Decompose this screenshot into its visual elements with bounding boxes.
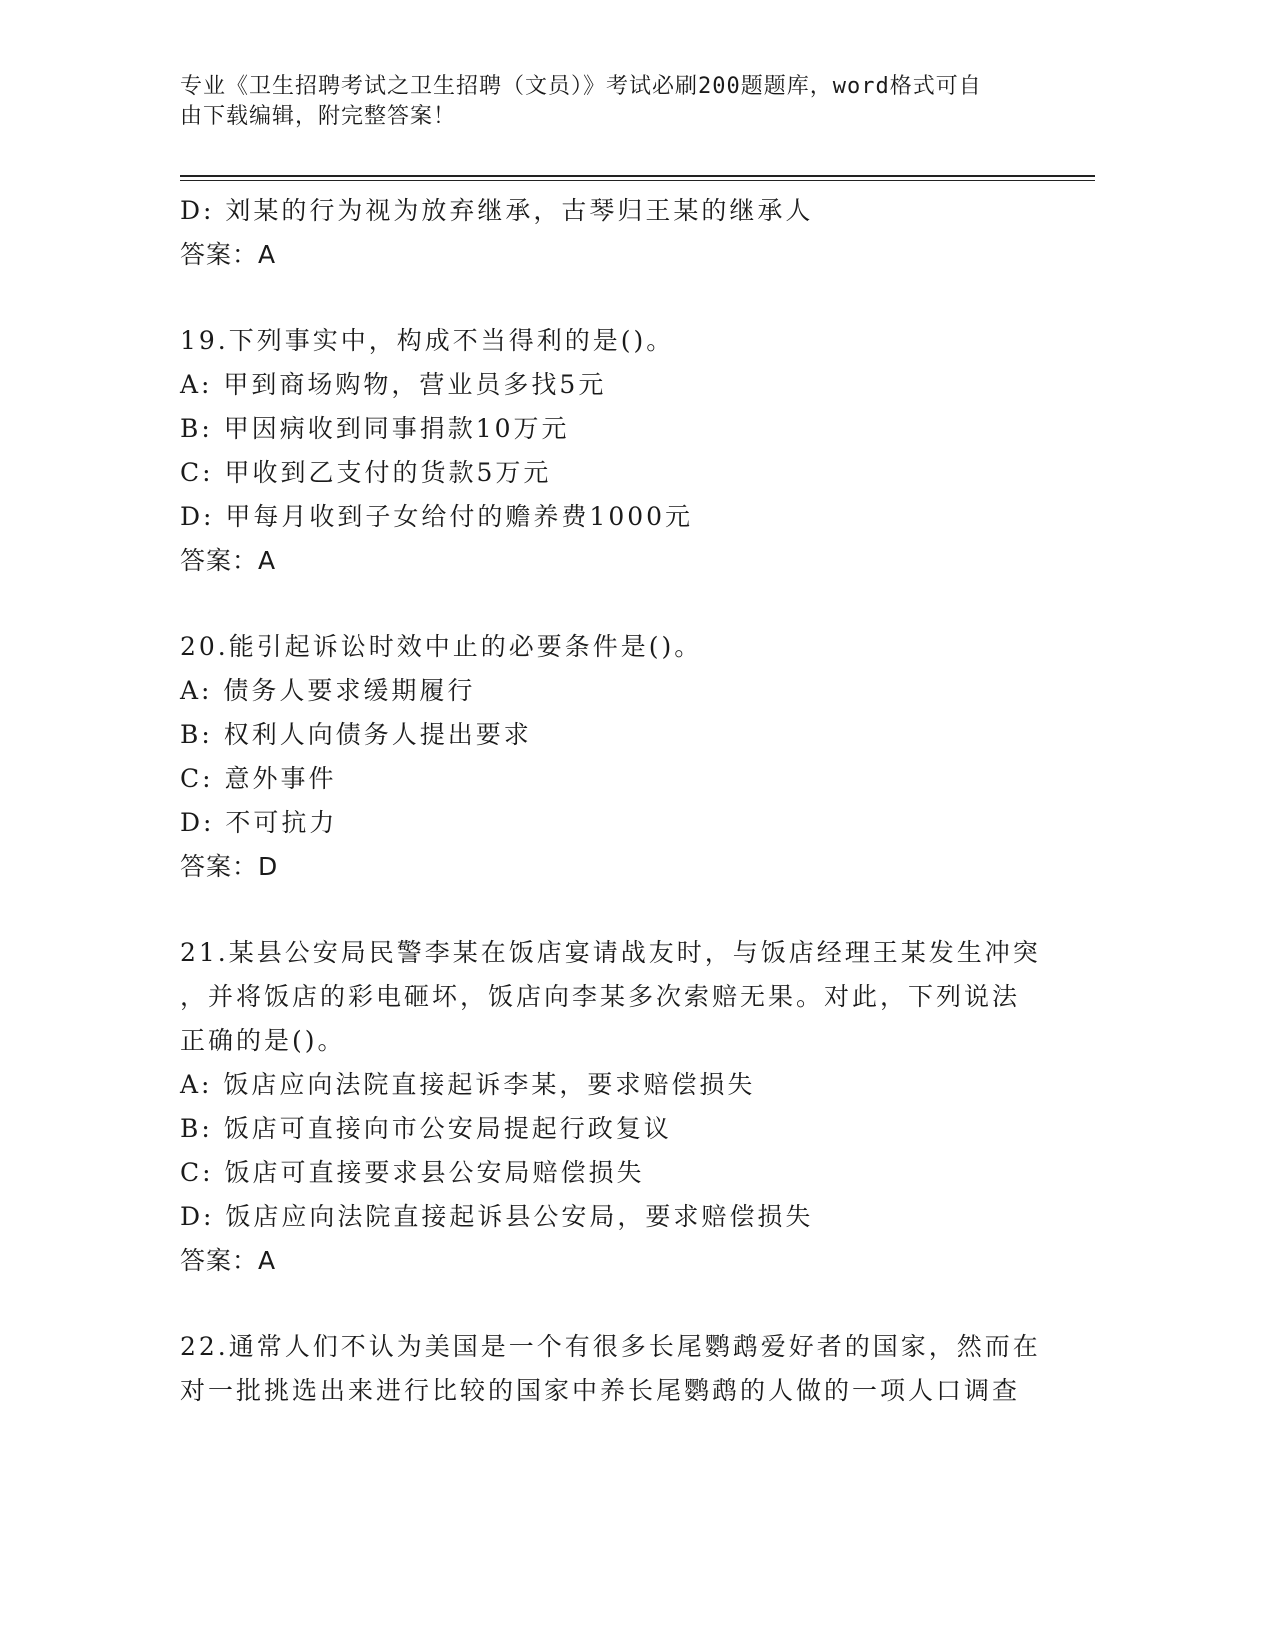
q21-answer: 答案：A <box>180 1246 277 1275</box>
q22-stem-line-1: 22.通常人们不认为美国是一个有很多长尾鹦鹉爱好者的国家，然而在 <box>180 1332 1041 1361</box>
q21-option-b: B: 饭店可直接向市公安局提起行政复议 <box>180 1114 672 1143</box>
spacer <box>180 277 1080 319</box>
q21-option-d: D: 饭店应向法院直接起诉县公安局，要求赔偿损失 <box>180 1202 814 1231</box>
header-line-2: 由下载编辑，附完整答案！ <box>180 104 457 129</box>
q19-option-c: C: 甲收到乙支付的货款5万元 <box>180 458 552 487</box>
q21-option-a: A: 饭店应向法院直接起诉李某，要求赔偿损失 <box>180 1070 756 1099</box>
prev-option-d: D: 刘某的行为视为放弃继承，古琴归王某的继承人 <box>180 196 814 225</box>
q21-stem-line-1: 21.某县公安局民警李某在饭店宴请战友时，与饭店经理王某发生冲突 <box>180 938 1041 967</box>
q19-option-b: B: 甲因病收到同事捐款10万元 <box>180 414 570 443</box>
spacer <box>180 583 1080 625</box>
prev-answer: 答案：A <box>180 240 277 269</box>
q20-option-c: C: 意外事件 <box>180 764 337 793</box>
question-list <box>180 189 1080 1413</box>
spacer <box>180 1283 1080 1325</box>
header-divider-thin <box>180 180 1095 181</box>
q19-answer: 答案：A <box>180 546 277 575</box>
q21-stem-line-3: 正确的是()。 <box>180 1026 346 1055</box>
document-header <box>180 72 1060 132</box>
spacer <box>180 889 1080 931</box>
header-divider-thick <box>180 175 1095 177</box>
header-line-1: 专业《卫生招聘考试之卫生招聘（文员）》考试必刷200题题库，word格式可自 <box>180 74 982 99</box>
q22-stem-line-2: 对一批挑选出来进行比较的国家中养长尾鹦鹉的人做的一项人口调查 <box>180 1376 1021 1405</box>
q20-option-d: D: 不可抗力 <box>180 808 338 837</box>
q21-stem-line-2: ，并将饭店的彩电砸坏，饭店向李某多次索赔无果。对此，下列说法 <box>180 982 1021 1011</box>
q21-option-c: C: 饭店可直接要求县公安局赔偿损失 <box>180 1158 645 1187</box>
q19-option-a: A: 甲到商场购物，营业员多找5元 <box>180 370 607 399</box>
q20-option-a: A: 债务人要求缓期履行 <box>180 676 476 705</box>
q20-answer: 答案：D <box>180 852 279 881</box>
q20-stem: 20.能引起诉讼时效中止的必要条件是()。 <box>180 632 703 661</box>
q19-stem: 19.下列事实中，构成不当得利的是()。 <box>180 326 675 355</box>
q19-option-d: D: 甲每月收到子女给付的赡养费1000元 <box>180 502 694 531</box>
q20-option-b: B: 权利人向债务人提出要求 <box>180 720 532 749</box>
